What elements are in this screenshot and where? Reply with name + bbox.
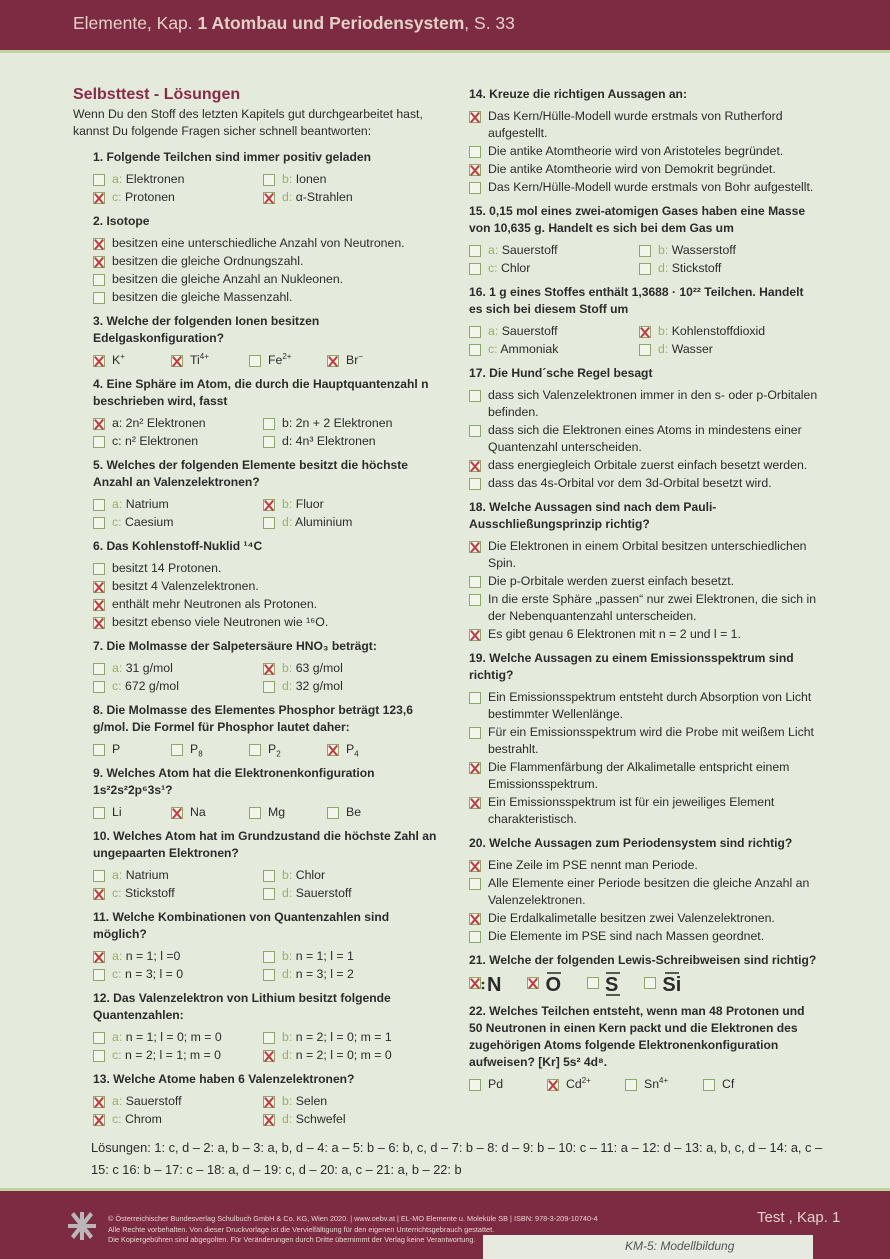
question-text: 20. Welche Aussagen zum Periodensystem sind richtig?: [469, 836, 793, 850]
answer-option[interactable]: besitzt ebenso viele Neutronen wie ¹⁶O.: [93, 614, 441, 631]
question-text: 14. Kreuze die richtigen Aussagen an:: [469, 87, 687, 101]
question-2: [73, 213, 441, 306]
lewis-formula: O: [543, 974, 563, 996]
checkbox[interactable]: [644, 977, 656, 989]
answer-option[interactable]: besitzen die gleiche Massenzahl.: [93, 289, 441, 306]
answer-option[interactable]: c: 672 g/mol: [93, 678, 263, 695]
electron-pair-icon: [543, 970, 565, 996]
checkbox[interactable]: [263, 870, 275, 882]
answer-option[interactable]: b: n = 2; l = 0; m = 1: [263, 1029, 433, 1046]
answer-option[interactable]: Für ein Emissionsspektrum wird die Probe mit weißem Licht bestrahlt.: [469, 724, 819, 758]
checkbox[interactable]: [93, 517, 105, 529]
checkbox[interactable]: [327, 807, 339, 819]
checkbox-checked[interactable]: [93, 256, 105, 268]
checkbox-checked[interactable]: [93, 617, 105, 629]
checkbox-checked[interactable]: [93, 238, 105, 250]
answer-option[interactable]: Alle Elemente einer Periode besitzen die gleiche Anzahl an Valenzelektronen.: [469, 875, 819, 909]
answer-option[interactable]: b: Fluor: [263, 496, 433, 513]
question-text: 13. Welche Atome haben 6 Valenzelektronen?: [93, 1072, 355, 1086]
checkbox-checked[interactable]: [469, 460, 481, 472]
question-20: [469, 835, 819, 945]
checkbox[interactable]: [263, 681, 275, 693]
checkbox[interactable]: [93, 1050, 105, 1062]
answer-option[interactable]: besitzen eine unterschiedliche Anzahl von Neutronen.: [93, 235, 441, 252]
checkbox-checked[interactable]: [263, 1050, 275, 1062]
checkbox-checked[interactable]: [327, 744, 339, 756]
answer-option[interactable]: $Cd^{2+}$: [547, 1076, 625, 1093]
question-16: [469, 284, 819, 358]
checkbox[interactable]: [93, 969, 105, 981]
answer-option[interactable]: enthält mehr Neutronen als Protonen.: [93, 596, 441, 613]
answer-option[interactable]: a: Natrium: [93, 496, 263, 513]
answer-option[interactable]: b: n = 1; l = 1: [263, 948, 433, 965]
checkbox[interactable]: [469, 390, 481, 402]
publisher-logo-icon: [66, 1210, 98, 1242]
answer-option[interactable]: K+: [93, 352, 171, 369]
question-17: [469, 365, 819, 492]
answer-option[interactable]: c: n = 2; l = 1; m = 0: [93, 1047, 263, 1064]
checkbox-checked[interactable]: [527, 977, 539, 989]
answer-option[interactable]: d: 32 g/mol: [263, 678, 433, 695]
checkbox[interactable]: [469, 182, 481, 194]
page-title: Selbsttest - Lösungen: [73, 86, 241, 103]
answer-option[interactable]: Das Kern/Hülle-Modell wurde erstmals von Rutherford aufgestellt.: [469, 108, 819, 142]
question-8: [73, 702, 441, 758]
checkbox-checked[interactable]: [469, 762, 481, 774]
question-18: [469, 499, 819, 643]
solutions-label: Lösungen:: [91, 1140, 151, 1155]
question-12: [73, 990, 441, 1064]
answer-option[interactable]: c: Ammoniak: [469, 341, 639, 358]
km-label: KM-5: Modellbildung: [483, 1235, 813, 1259]
answer-option[interactable]: Die Erdalkalimetalle besitzen zwei Valenzelektronen.: [469, 910, 819, 927]
answer-option[interactable]: a: 2n² Elektronen: [93, 415, 263, 432]
checkbox[interactable]: [263, 888, 275, 900]
question-text: 5. Welches der folgenden Elemente besitzt die höchste Anzahl an Valenzelektronen?: [93, 458, 408, 489]
answer-option[interactable]: b: Wasserstoff: [639, 242, 809, 259]
checkbox[interactable]: [263, 969, 275, 981]
checkbox[interactable]: [93, 870, 105, 882]
checkbox[interactable]: [93, 663, 105, 675]
checkbox[interactable]: [469, 878, 481, 890]
checkbox-checked[interactable]: [639, 326, 651, 338]
checkbox-checked[interactable]: [93, 951, 105, 963]
answer-option[interactable]: Die Elemente im PSE sind nach Massen geordnet.: [469, 928, 819, 945]
question-text: 15. 0,15 mol eines zwei-atomigen Gases haben eine Masse von 10,635 g. Handelt es sich bei dem Gas um: [469, 204, 806, 235]
checkbox[interactable]: [639, 245, 651, 257]
question-text: 22. Welches Teilchen entsteht, wenn man 48 Protonen und 50 Neutronen in einen Kern packt und die Elektronen des zugehörigen Atoms folgende Elektronenkonfiguration aufweisen? [Kr] 5s² 4d⁸.: [469, 1004, 805, 1069]
answer-option[interactable]: Die Elektronen in einem Orbital besitzen unterschiedlichen Spin.: [469, 538, 819, 572]
answer-option[interactable]: Ein Emissionsspektrum ist für ein jeweiliges Element charakteristisch.: [469, 794, 819, 828]
checkbox-checked[interactable]: [93, 1096, 105, 1108]
question-14: [469, 86, 819, 196]
checkbox[interactable]: [469, 692, 481, 704]
checkbox-checked[interactable]: [547, 1079, 559, 1091]
answer-option[interactable]: $P_4$: [327, 741, 405, 758]
answer-option[interactable]: d: 4n³ Elektronen: [263, 433, 433, 450]
answer-option[interactable]: b: Selen: [263, 1093, 433, 1110]
question-text: 19. Welche Aussagen zu einem Emissionsspektrum sind richtig?: [469, 651, 794, 682]
question-15: [469, 203, 819, 277]
checkbox[interactable]: [587, 977, 599, 989]
answer-option[interactable]: c: n = 3; l = 0: [93, 966, 263, 983]
checkbox[interactable]: [93, 436, 105, 448]
electron-pair-icon: [602, 970, 624, 996]
lewis-formula: N: [485, 974, 503, 996]
copyright-notice: © Österreichischer Bundesverlag Schulbuch GmbH & Co. KG, Wien 2020. | www.oebv.at | EL-MO Elemente u. Moleküle SB | ISBN: 978-3-209-10740-4 Alle Rechte vorbehalten. Von dieser Druckvorlage ist die Vervielfältigung für den eigenen Unterrichtsgebrauch gestattet. Die Kopiergebühren sind abgegolten. Für Veränderungen durch Dritte übernimmt der Verlag keine Verantwortung.: [108, 1214, 598, 1244]
checkbox-checked[interactable]: [469, 111, 481, 123]
checkbox-checked[interactable]: [469, 913, 481, 925]
checkbox[interactable]: [469, 594, 481, 606]
answer-option[interactable]: $Ti^{4+}$: [171, 352, 249, 369]
question-text: 9. Welches Atom hat die Elektronenkonfiguration 1s²2s²2p⁶3s¹?: [93, 766, 375, 797]
answer-option[interactable]: [527, 974, 563, 996]
answer-option[interactable]: Pd: [469, 1076, 547, 1093]
answer-option[interactable]: In die erste Sphäre „passen“ nur zwei Elektronen, die sich in der Nebenquantenzahl unterscheiden.: [469, 591, 819, 625]
checkbox[interactable]: [263, 1032, 275, 1044]
checkbox[interactable]: [171, 744, 183, 756]
question-9: [73, 765, 441, 821]
checkbox[interactable]: [249, 355, 261, 367]
checkbox-checked[interactable]: [469, 541, 481, 553]
checkbox-checked[interactable]: [263, 499, 275, 511]
answer-option[interactable]: Ein Emissionsspektrum entsteht durch Absorption von Licht bestimmter Wellenlänge.: [469, 689, 819, 723]
answer-option[interactable]: Die antike Atomtheorie wird von Aristoteles begründet.: [469, 143, 819, 160]
answer-option[interactable]: besitzt 14 Protonen.: [93, 560, 441, 577]
answer-option[interactable]: b: Kohlenstoffdioxid: [639, 323, 809, 340]
electron-pair-icon: [479, 974, 493, 996]
question-13: [73, 1071, 441, 1128]
answer-option[interactable]: Eine Zeile im PSE nennt man Periode.: [469, 857, 819, 874]
checkbox[interactable]: [625, 1079, 637, 1091]
checkbox-checked[interactable]: [327, 355, 339, 367]
checkbox-checked[interactable]: [93, 599, 105, 611]
answer-option[interactable]: besitzen die gleiche Ordnungszahl.: [93, 253, 441, 270]
answer-option[interactable]: c: Chrom: [93, 1111, 263, 1128]
header-divider: [0, 50, 890, 53]
question-text: 8. Die Molmasse des Elementes Phosphor beträgt 123,6 g/mol. Die Formel für Phosphor lautet daher:: [93, 703, 413, 734]
checkbox-checked[interactable]: [263, 1096, 275, 1108]
answer-option[interactable]: dass sich Valenzelektronen immer in den s- oder p-Orbitalen befinden.: [469, 387, 819, 421]
checkbox-checked[interactable]: [93, 355, 105, 367]
checkbox[interactable]: [469, 326, 481, 338]
answer-option[interactable]: d: n = 2; l = 0; m = 0: [263, 1047, 433, 1064]
question-text: 12. Das Valenzelektron von Lithium besitzt folgende Quantenzahlen:: [93, 991, 391, 1022]
answer-option[interactable]: a: n = 1; l = 0; m = 0: [93, 1029, 263, 1046]
checkbox[interactable]: [93, 744, 105, 756]
checkbox[interactable]: [469, 263, 481, 275]
checkbox-checked[interactable]: [93, 418, 105, 430]
answer-option[interactable]: c: n² Elektronen: [93, 433, 263, 450]
checkbox[interactable]: [469, 146, 481, 158]
answer-option[interactable]: c: Chlor: [469, 260, 639, 277]
checkbox[interactable]: [93, 499, 105, 511]
question-19: [469, 650, 819, 828]
question-text: 6. Das Kohlenstoff-Nuklid ¹⁴C: [93, 539, 263, 553]
answer-option[interactable]: b: 2n + 2 Elektronen: [263, 415, 433, 432]
solutions-text: 1: c, d – 2: a, b – 3: a, b, d – 4: a – 5: b – 6: b, c, d – 7: b – 8: d – 9: b – 10: c – 11: a – 12: d – 13: a, b, c, d – 14: a, c – 15: c 16: b – 17: c – 18: a, d – 19: c, d – 20: a, c – 21: a, b – 22: b: [91, 1140, 823, 1177]
checkbox[interactable]: [469, 478, 481, 490]
question-4: [73, 376, 441, 450]
question-1: [73, 149, 441, 206]
checkbox[interactable]: [639, 263, 651, 275]
answer-option[interactable]: Das Kern/Hülle-Modell wurde erstmals von Bohr aufgestellt.: [469, 179, 819, 196]
answer-option[interactable]: besitzen die gleiche Anzahl an Nukleonen.: [93, 271, 441, 288]
question-text: 18. Welche Aussagen sind nach dem Pauli-Ausschließungsprinzip richtig?: [469, 500, 717, 531]
checkbox-checked[interactable]: [263, 1114, 275, 1126]
electron-pair-icon: [660, 970, 686, 996]
solutions-line: [91, 1137, 831, 1181]
answer-option[interactable]: a: Sauerstoff: [469, 323, 639, 340]
answer-option[interactable]: c: Caesium: [93, 514, 263, 531]
footer-test-label: Test , Kap. 1: [757, 1209, 841, 1226]
answer-option[interactable]: Li: [93, 804, 171, 821]
checkbox-checked[interactable]: [93, 1114, 105, 1126]
checkbox[interactable]: [93, 681, 105, 693]
intro-text: Wenn Du den Stoff des letzten Kapitels gut durchgearbeitet hast, kannst Du folgende Fragen sicher schnell beantworten:: [73, 107, 423, 138]
answer-option[interactable]: dass energiegleich Orbitale zuerst einfach besetzt werden.: [469, 457, 819, 474]
question-22: [469, 1003, 819, 1093]
answer-option[interactable]: a: Sauerstoff: [469, 242, 639, 259]
answer-option[interactable]: b: 63 g/mol: [263, 660, 433, 677]
checkbox[interactable]: [469, 931, 481, 943]
checkbox[interactable]: [703, 1079, 715, 1091]
checkbox[interactable]: [93, 807, 105, 819]
question-text: 1. Folgende Teilchen sind immer positiv geladen: [93, 150, 371, 164]
answer-option[interactable]: d: Sauerstoff: [263, 885, 433, 902]
answer-option[interactable]: d: n = 3; l = 2: [263, 966, 433, 983]
checkbox[interactable]: [93, 563, 105, 575]
checkbox[interactable]: [263, 174, 275, 186]
answer-option[interactable]: d: α-Strahlen: [263, 189, 433, 206]
checkbox-checked[interactable]: [171, 807, 183, 819]
checkbox-checked[interactable]: [263, 192, 275, 204]
checkbox[interactable]: [93, 274, 105, 286]
checkbox[interactable]: [93, 1032, 105, 1044]
lewis-formula: Si: [660, 974, 683, 996]
question-11: [73, 909, 441, 983]
checkbox-checked[interactable]: [93, 192, 105, 204]
answer-option[interactable]: besitzt 4 Valenzelektronen.: [93, 578, 441, 595]
answer-option[interactable]: b: Ionen: [263, 171, 433, 188]
answer-option[interactable]: d: Stickstoff: [639, 260, 809, 277]
right-column: [469, 86, 819, 1093]
answer-option[interactable]: [469, 974, 503, 996]
question-text: 21. Welche der folgenden Lewis-Schreibweisen sind richtig?: [469, 953, 817, 967]
question-text: 17. Die Hund´sche Regel besagt: [469, 366, 653, 380]
answer-option[interactable]: P: [93, 741, 171, 758]
checkbox[interactable]: [263, 418, 275, 430]
answer-option[interactable]: c: Stickstoff: [93, 885, 263, 902]
answer-option[interactable]: a: Natrium: [93, 867, 263, 884]
answer-option[interactable]: Na: [171, 804, 249, 821]
question-text: 2. Isotope: [93, 214, 150, 228]
answer-option[interactable]: dass das 4s-Orbital vor dem 3d-Orbital besetzt wird.: [469, 475, 819, 492]
answer-option[interactable]: [644, 974, 683, 996]
question-6: [73, 538, 441, 631]
question-text: 10. Welches Atom hat im Grundzustand die höchste Zahl an ungepaarten Elektronen?: [93, 829, 437, 860]
checkbox-checked[interactable]: [93, 581, 105, 593]
checkbox[interactable]: [263, 436, 275, 448]
answer-option[interactable]: Die p-Orbitale werden zuerst einfach besetzt.: [469, 573, 819, 590]
checkbox[interactable]: [469, 1079, 481, 1091]
answer-option[interactable]: $P_8$: [171, 741, 249, 758]
answer-option[interactable]: d: Aluminium: [263, 514, 433, 531]
answer-option[interactable]: [587, 974, 620, 996]
checkbox-checked[interactable]: [469, 797, 481, 809]
question-text: 4. Eine Sphäre im Atom, die durch die Hauptquantenzahl n beschrieben wird, fasst: [93, 377, 429, 408]
checkbox[interactable]: [469, 576, 481, 588]
answer-option[interactable]: a: n = 1; l =0: [93, 948, 263, 965]
question-text: 11. Welche Kombinationen von Quantenzahlen sind möglich?: [93, 910, 390, 941]
question-text: 3. Welche der folgenden Ionen besitzen Edelgaskonfiguration?: [93, 314, 320, 345]
checkbox[interactable]: [263, 951, 275, 963]
checkbox-checked[interactable]: [263, 663, 275, 675]
left-column: [73, 86, 441, 1128]
answer-option[interactable]: $Sn^{4+}$: [625, 1076, 703, 1093]
checkbox-checked[interactable]: [469, 860, 481, 872]
checkbox[interactable]: [469, 344, 481, 356]
checkbox[interactable]: [469, 727, 481, 739]
checkbox[interactable]: [469, 245, 481, 257]
answer-option[interactable]: Be: [327, 804, 405, 821]
answer-option[interactable]: Es gibt genau 6 Elektronen mit n = 2 und l = 1.: [469, 626, 819, 643]
checkbox[interactable]: [93, 174, 105, 186]
question-7: [73, 638, 441, 695]
question-10: [73, 828, 441, 902]
answer-option[interactable]: $Fe^{2+}$: [249, 352, 327, 369]
header-bar: [0, 0, 890, 50]
checkbox-checked[interactable]: [469, 629, 481, 641]
answer-option[interactable]: a: 31 g/mol: [93, 660, 263, 677]
answer-option[interactable]: Cf: [703, 1076, 781, 1093]
question-3: [73, 313, 441, 369]
answer-option[interactable]: Die antike Atomtheorie wird von Demokrit begründet.: [469, 161, 819, 178]
answer-option[interactable]: d: Wasser: [639, 341, 809, 358]
checkbox-checked[interactable]: [469, 164, 481, 176]
answer-option[interactable]: d: Schwefel: [263, 1111, 433, 1128]
header-title: Elemente, Kap. 1 Atombau und Periodensystem, S. 33: [73, 13, 515, 33]
answer-option[interactable]: Br−: [327, 352, 405, 369]
answer-option[interactable]: a: Sauerstoff: [93, 1093, 263, 1110]
answer-option[interactable]: $P_2$: [249, 741, 327, 758]
answer-option[interactable]: b: Chlor: [263, 867, 433, 884]
checkbox[interactable]: [249, 744, 261, 756]
checkbox[interactable]: [639, 344, 651, 356]
checkbox-checked[interactable]: [171, 355, 183, 367]
checkbox-checked[interactable]: [93, 888, 105, 900]
question-21: [469, 952, 819, 996]
answer-option[interactable]: Die Flammenfärbung der Alkalimetalle entspricht einem Emissionsspektrum.: [469, 759, 819, 793]
question-text: 16. 1 g eines Stoffes enthält 1,3688 · 10²² Teilchen. Handelt es sich bei diesem Stoff um: [469, 285, 804, 316]
answer-option[interactable]: a: Elektronen: [93, 171, 263, 188]
lewis-formula: S: [603, 974, 620, 996]
question-5: [73, 457, 441, 531]
checkbox[interactable]: [249, 807, 261, 819]
answer-option[interactable]: c: Protonen: [93, 189, 263, 206]
checkbox[interactable]: [93, 292, 105, 304]
answer-option[interactable]: dass sich die Elektronen eines Atoms in mindestens einer Quantenzahl unterscheiden.: [469, 422, 819, 456]
checkbox[interactable]: [263, 517, 275, 529]
question-text: 7. Die Molmasse der Salpetersäure HNO₃ beträgt:: [93, 639, 377, 653]
checkbox[interactable]: [469, 425, 481, 437]
answer-option[interactable]: Mg: [249, 804, 327, 821]
